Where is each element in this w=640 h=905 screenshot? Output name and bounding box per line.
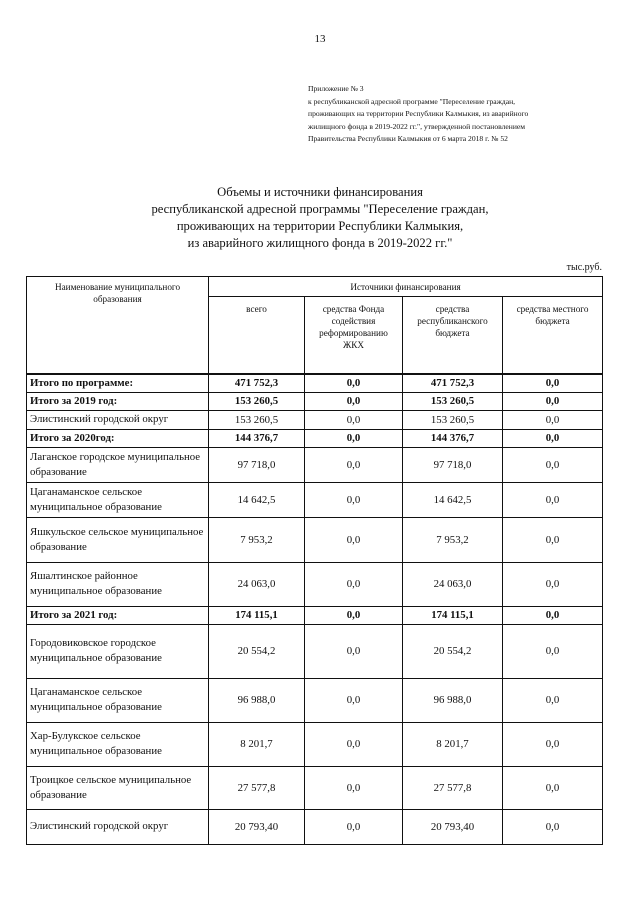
annex-line: жилищного фонда в 2019-2022 гг.", утвержденной постановлением [308, 121, 526, 131]
header-sources: Источники финансирования [209, 277, 603, 297]
row-republic: 24 063,0 [403, 562, 503, 606]
row-name: Итого за 2019 год: [27, 392, 209, 410]
row-republic: 20 554,2 [403, 624, 503, 678]
row-name: Яшкульское сельское муниципальное образование [27, 517, 209, 562]
table-row [27, 517, 603, 562]
row-total: 144 376,7 [209, 429, 305, 447]
row-name: Цаганаманское сельское муниципальное образование [27, 678, 209, 722]
header-name: Наименование муниципального образования [27, 277, 209, 374]
annex-note [308, 83, 598, 146]
row-republic: 153 260,5 [403, 410, 503, 429]
row-republic: 97 718,0 [403, 447, 503, 482]
financing-table [26, 276, 603, 845]
row-total: 20 554,2 [209, 624, 305, 678]
title-line: из аварийного жилищного фонда в 2019-2022 гг." [187, 236, 453, 250]
annex-line: Правительства Республики Калмыкия от 6 марта 2018 г. № 52 [308, 134, 508, 143]
row-local: 0,0 [503, 766, 603, 809]
row-total: 7 953,2 [209, 517, 305, 562]
row-name: Элистинский городской округ [27, 410, 209, 429]
row-local: 0,0 [503, 429, 603, 447]
row-name: Лаганское городское муниципальное образование [27, 447, 209, 482]
row-local: 0,0 [503, 447, 603, 482]
annex-line: к республиканской адресной программе "Переселение граждан, [308, 96, 516, 106]
row-fund: 0,0 [305, 766, 403, 809]
row-name: Городовиковское городское муниципальное образование [27, 624, 209, 678]
annex-line: Приложение № 3 [308, 84, 364, 93]
row-republic: 153 260,5 [403, 392, 503, 410]
row-republic: 174 115,1 [403, 606, 503, 624]
row-republic: 14 642,5 [403, 482, 503, 517]
row-total: 96 988,0 [209, 678, 305, 722]
row-name: Яшалтинское районное муниципальное образование [27, 562, 209, 606]
annex-line: проживающих на территории Республики Калмыкия, из аварийного [308, 109, 529, 118]
table-row [27, 809, 603, 844]
row-republic: 96 988,0 [403, 678, 503, 722]
title-line: проживающих на территории Республики Калмыкия, [176, 219, 464, 233]
row-republic: 8 201,7 [403, 722, 503, 766]
row-fund: 0,0 [305, 517, 403, 562]
row-local: 0,0 [503, 606, 603, 624]
row-local: 0,0 [503, 809, 603, 844]
table-row [27, 722, 603, 766]
row-local: 0,0 [503, 562, 603, 606]
row-republic: 27 577,8 [403, 766, 503, 809]
row-total: 24 063,0 [209, 562, 305, 606]
row-total: 153 260,5 [209, 392, 305, 410]
row-local: 0,0 [503, 678, 603, 722]
total-row [27, 374, 603, 393]
row-local: 0,0 [503, 482, 603, 517]
title-line: республиканской адресной программы "Переселение граждан, [151, 202, 489, 216]
row-total: 174 115,1 [209, 606, 305, 624]
row-name: Элистинский городской округ [27, 809, 209, 844]
row-republic: 144 376,7 [403, 429, 503, 447]
unit-label: тыс.руб. [566, 262, 602, 273]
row-republic: 20 793,40 [403, 809, 503, 844]
row-total: 14 642,5 [209, 482, 305, 517]
row-local: 0,0 [503, 374, 603, 393]
row-local: 0,0 [503, 722, 603, 766]
row-name: Итого по программе: [27, 374, 209, 393]
row-total: 20 793,40 [209, 809, 305, 844]
header-total: всего [209, 297, 305, 374]
total-row [27, 429, 603, 447]
table-row [27, 624, 603, 678]
row-republic: 7 953,2 [403, 517, 503, 562]
table-row [27, 447, 603, 482]
row-name: Хар-Булукское сельское муниципальное образование [27, 722, 209, 766]
row-local: 0,0 [503, 517, 603, 562]
title-line: Объемы и источники финансирования [217, 185, 423, 199]
row-fund: 0,0 [305, 562, 403, 606]
row-total: 8 201,7 [209, 722, 305, 766]
row-fund: 0,0 [305, 624, 403, 678]
document-title [0, 184, 640, 252]
row-name: Цаганаманское сельское муниципальное образование [27, 482, 209, 517]
row-name: Троицкое сельское муниципальное образование [27, 766, 209, 809]
row-local: 0,0 [503, 410, 603, 429]
row-total: 153 260,5 [209, 410, 305, 429]
table-body [27, 374, 603, 845]
table-row [27, 678, 603, 722]
total-row [27, 606, 603, 624]
header-republic: средства республиканского бюджета [403, 297, 503, 374]
row-fund: 0,0 [305, 722, 403, 766]
row-fund: 0,0 [305, 606, 403, 624]
table-row [27, 562, 603, 606]
row-name: Итого за 2020год: [27, 429, 209, 447]
row-fund: 0,0 [305, 429, 403, 447]
header-local: средства местного бюджета [503, 297, 603, 374]
row-republic: 471 752,3 [403, 374, 503, 393]
row-total: 97 718,0 [209, 447, 305, 482]
row-total: 471 752,3 [209, 374, 305, 393]
total-row [27, 392, 603, 410]
table-row [27, 766, 603, 809]
row-fund: 0,0 [305, 410, 403, 429]
table-row [27, 410, 603, 429]
page-number: 13 [314, 33, 326, 45]
table-row [27, 482, 603, 517]
row-fund: 0,0 [305, 482, 403, 517]
row-fund: 0,0 [305, 809, 403, 844]
row-fund: 0,0 [305, 678, 403, 722]
header-fund: средства Фонда содействия реформированию ЖКХ [305, 297, 403, 374]
row-local: 0,0 [503, 392, 603, 410]
row-fund: 0,0 [305, 392, 403, 410]
row-fund: 0,0 [305, 374, 403, 393]
row-local: 0,0 [503, 624, 603, 678]
row-name: Итого за 2021 год: [27, 606, 209, 624]
row-total: 27 577,8 [209, 766, 305, 809]
row-fund: 0,0 [305, 447, 403, 482]
